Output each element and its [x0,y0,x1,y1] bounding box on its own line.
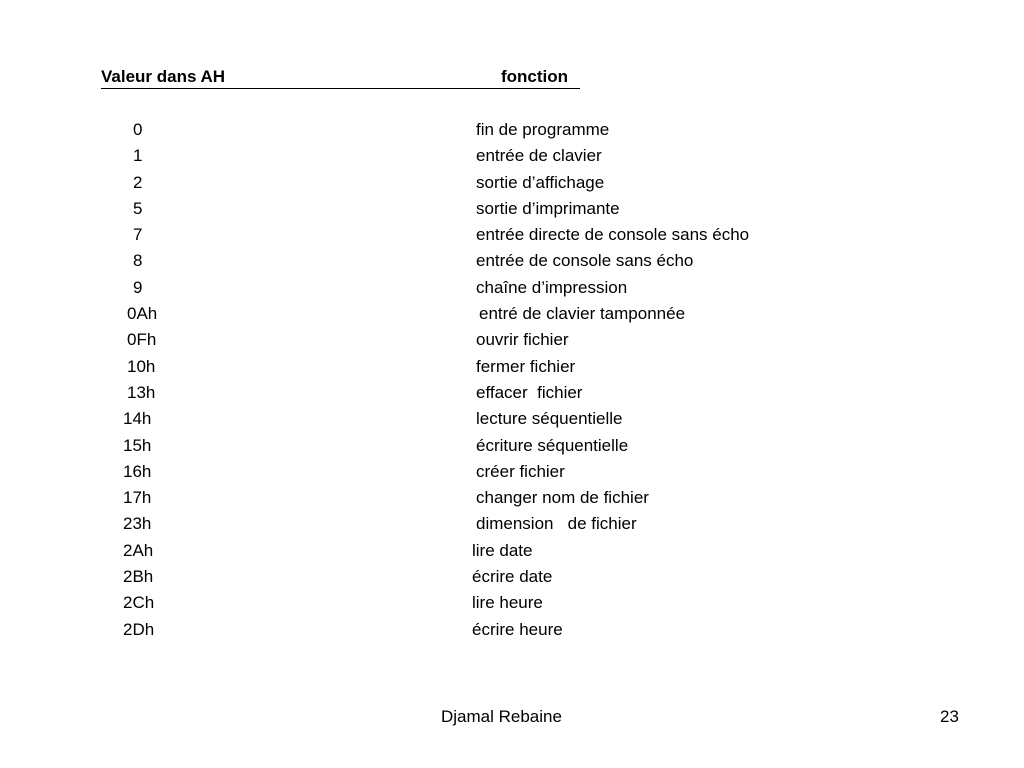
ah-value: 0 [133,120,143,139]
table-row [0,511,1024,537]
table-row [0,143,1024,169]
table-row [0,485,1024,511]
ah-value: 15h [123,435,152,455]
function-description: effacer fichier [476,382,583,402]
table-row [0,117,1024,143]
table-row [0,222,1024,248]
function-description: lecture séquentielle [476,409,623,429]
function-description: écrire date [472,567,553,587]
function-description: écrire heure [472,619,563,639]
function-description: fermer fichier [476,356,576,376]
table-row [0,538,1024,564]
ah-value: 2Ch [123,593,155,613]
ah-value: 2Ah [123,540,154,560]
table-row [0,590,1024,616]
function-description: dimension de fichier [476,514,637,534]
function-description: écriture séquentielle [476,435,629,455]
table-row [0,406,1024,432]
ah-value: 2Dh [123,619,155,639]
header-function-label: fonction [501,67,569,86]
ah-value: 8 [133,251,143,271]
function-description: entrée de clavier [476,146,602,166]
function-list [0,117,1024,643]
table-row [0,196,1024,222]
ah-value: 2 [133,172,143,192]
ah-value: 7 [133,225,143,245]
table-row [0,433,1024,459]
function-description: changer nom de fichier [476,488,649,508]
ah-value: 1 [133,146,143,166]
ah-value: 0Fh [127,330,157,350]
function-description: entré de clavier tamponnée [479,304,686,324]
table-row [0,327,1024,353]
function-description: sortie d’affichage [476,172,605,192]
table-row [0,617,1024,643]
table-row [0,301,1024,327]
function-description: fin de programme [476,120,610,139]
table-row [0,380,1024,406]
table-row [0,275,1024,301]
ah-value: 14h [123,409,152,429]
function-description: chaîne d’impression [476,277,628,297]
function-description: lire heure [472,593,543,613]
ah-value: 16h [123,461,152,481]
function-description: lire date [472,540,533,560]
ah-value: 2Bh [123,567,154,587]
table-header [101,66,580,89]
table-row [0,170,1024,196]
ah-value: 0Ah [127,304,158,324]
footer-author: Djamal Rebaine [441,707,562,726]
table-row [0,459,1024,485]
table-row [0,564,1024,590]
ah-value: 10h [127,356,156,376]
ah-value: 13h [127,382,156,402]
function-description: ouvrir fichier [476,330,569,350]
table-row [0,248,1024,274]
function-description: entrée de console sans écho [476,251,694,271]
ah-value: 9 [133,277,143,297]
function-description: sortie d’imprimante [476,198,620,218]
function-description: entrée directe de console sans écho [476,225,750,245]
ah-value: 5 [133,198,143,218]
header-value-label: Valeur dans AH [101,67,226,86]
page-number: 23 [940,707,959,726]
function-description: créer fichier [476,461,565,481]
table-row [0,354,1024,380]
ah-value: 23h [123,514,152,534]
ah-value: 17h [123,488,152,508]
